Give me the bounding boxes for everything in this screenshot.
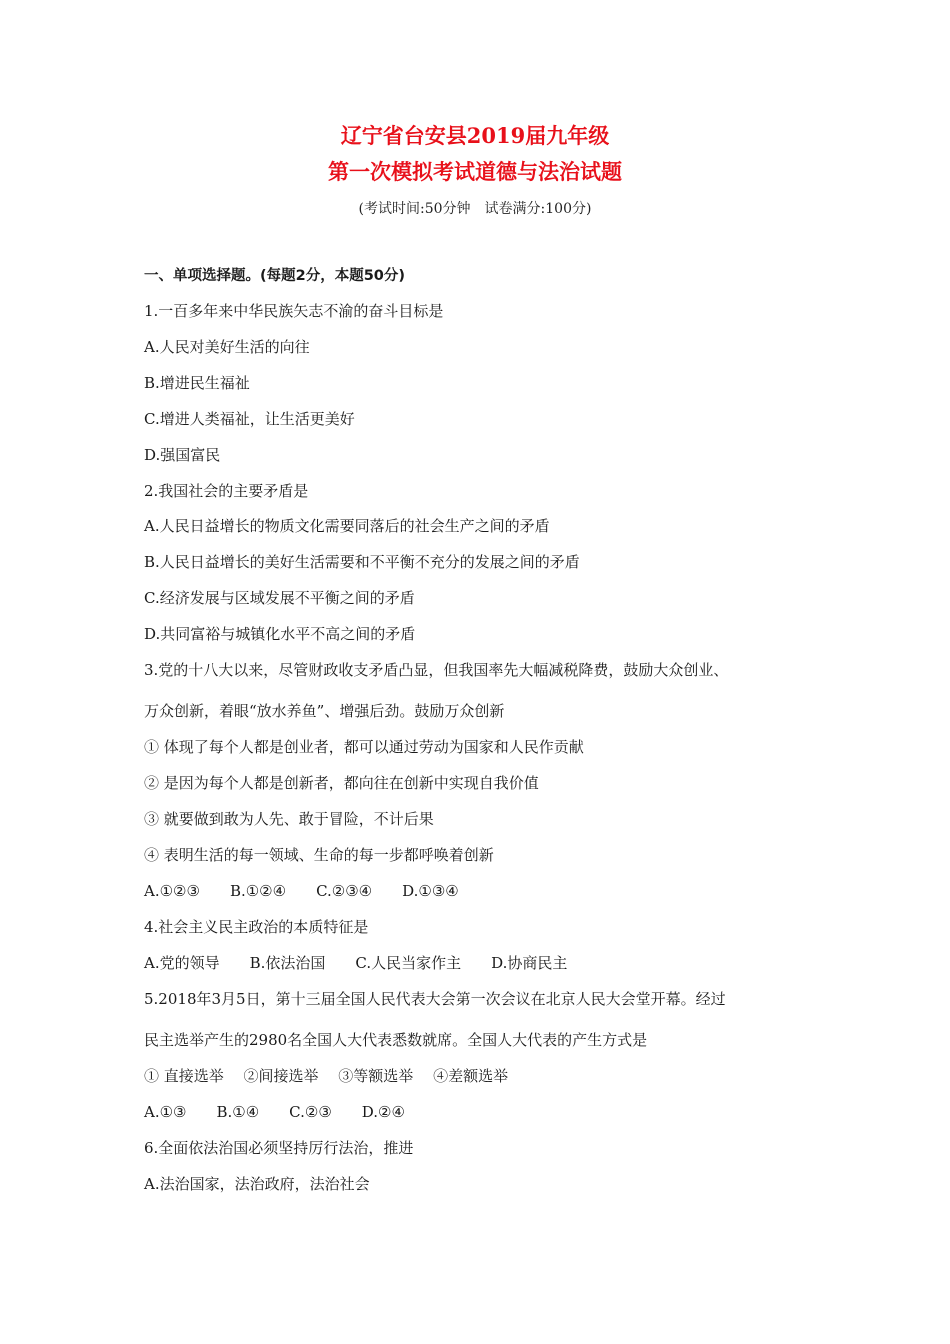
question-4-options: A.党的领导 B.依法治国 C.人民当家作主 D.协商民主 bbox=[144, 954, 568, 972]
question-2-stem: 2.我国社会的主要矛盾是 bbox=[144, 482, 309, 500]
question-3-options: A.①②③ B.①②④ C.②③④ D.①③④ bbox=[144, 882, 459, 900]
question-3-statement-4: ④ 表明生活的每一领域、生命的每一步都呼唤着创新 bbox=[144, 846, 494, 864]
section-heading: 一、单项选择题。(每题2分，本题50分) bbox=[144, 268, 406, 284]
question-2-option-d: D.共同富裕与城镇化水平不高之间的矛盾 bbox=[144, 625, 416, 643]
question-3-statement-1: ① 体现了每个人都是创业者，都可以通过劳动为国家和人民作贡献 bbox=[144, 738, 584, 756]
question-4-stem: 4.社会主义民主政治的本质特征是 bbox=[144, 918, 369, 936]
exam-title-line1: 辽宁省台安县2019届九年级 bbox=[340, 123, 610, 148]
question-1-stem: 1.一百多年来中华民族矢志不渝的奋斗目标是 bbox=[144, 302, 444, 320]
question-2-option-c: C.经济发展与区域发展不平衡之间的矛盾 bbox=[144, 589, 415, 607]
question-6-option-a: A.法治国家，法治政府，法治社会 bbox=[144, 1175, 370, 1193]
question-3-stem-line1: 3.党的十八大以来，尽管财政收支矛盾凸显，但我国率先大幅减税降费，鼓励大众创业、 bbox=[144, 661, 729, 679]
exam-info: (考试时间:50分钟 试卷满分:100分) bbox=[358, 201, 592, 217]
question-1-option-d: D.强国富民 bbox=[144, 446, 221, 464]
question-5-options: A.①③ B.①④ C.②③ D.②④ bbox=[144, 1103, 405, 1121]
question-2-option-a: A.人民日益增长的物质文化需要同落后的社会生产之间的矛盾 bbox=[144, 517, 550, 535]
question-5-statements: ① 直接选举 ②间接选举 ③等额选举 ④差额选举 bbox=[144, 1067, 509, 1085]
question-5-stem-line2: 民主选举产生的2980名全国人大代表悉数就席。全国人大代表的产生方式是 bbox=[144, 1031, 648, 1049]
question-6-stem: 6.全面依法治国必须坚持厉行法治，推进 bbox=[144, 1139, 414, 1157]
question-5-stem-line1: 5.2018年3月5日，第十三届全国人民代表大会第一次会议在北京人民大会堂开幕。经过 bbox=[144, 990, 726, 1008]
question-1-option-b: B.增进民生福祉 bbox=[144, 374, 250, 392]
question-3-statement-2: ② 是因为每个人都是创新者，都向往在创新中实现自我价值 bbox=[144, 774, 539, 792]
question-2-option-b: B.人民日益增长的美好生活需要和不平衡不充分的发展之间的矛盾 bbox=[144, 553, 580, 571]
exam-title-line2: 第一次模拟考试道德与法治试题 bbox=[328, 159, 622, 184]
question-1-option-c: C.增进人类福祉，让生活更美好 bbox=[144, 410, 355, 428]
question-3-stem-line2: 万众创新，着眼“放水养鱼”、增强后劲。鼓励万众创新 bbox=[144, 702, 505, 720]
question-1-option-a: A.人民对美好生活的向往 bbox=[144, 338, 310, 356]
question-3-statement-3: ③ 就要做到敢为人先、敢于冒险，不计后果 bbox=[144, 810, 434, 828]
